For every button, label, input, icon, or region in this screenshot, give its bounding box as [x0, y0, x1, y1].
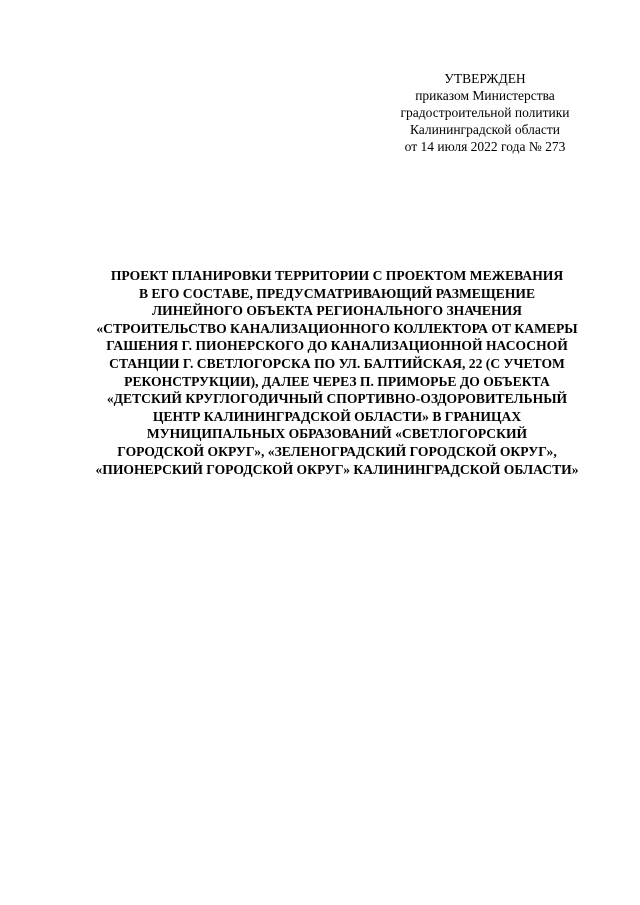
approval-heading: УТВЕРЖДЕН	[444, 71, 526, 86]
title-line: СТАНЦИИ Г. СВЕТЛОГОРСКА ПО УЛ. БАЛТИЙСКАЯ, 22 (С УЧЕТОМ	[109, 355, 565, 371]
approval-line: Калининградской области	[409, 122, 561, 137]
title-line: «ПИОНЕРСКИЙ ГОРОДСКОЙ ОКРУГ» КАЛИНИНГРАДСКОЙ ОБЛАСТИ»	[95, 461, 579, 477]
title-line: МУНИЦИПАЛЬНЫХ ОБРАЗОВАНИЙ «СВЕТЛОГОРСКИЙ	[146, 426, 528, 442]
title-line: «ДЕТСКИЙ КРУГЛОГОДИЧНЫЙ СПОРТИВНО-ОЗДОРОВИТЕЛЬНЫЙ	[106, 391, 568, 407]
approval-stamp	[360, 70, 610, 155]
title-line: ГОРОДСКОЙ ОКРУГ», «ЗЕЛЕНОГРАДСКИЙ ГОРОДСКОЙ ОКРУГ»,	[117, 443, 557, 459]
approval-date-line: от 14 июля 2022 года № 273	[404, 139, 566, 154]
title-line: ПРОЕКТ ПЛАНИРОВКИ ТЕРРИТОРИИ С ПРОЕКТОМ МЕЖЕВАНИЯ	[110, 268, 564, 283]
document-title	[50, 267, 624, 478]
title-line: ЛИНЕЙНОГО ОБЪЕКТА РЕГИОНАЛЬНОГО ЗНАЧЕНИЯ	[152, 303, 522, 319]
title-line: «СТРОИТЕЛЬСТВО КАНАЛИЗАЦИОННОГО КОЛЛЕКТОРА ОТ КАМЕРЫ	[96, 320, 578, 336]
title-line: В ЕГО СОСТАВЕ, ПРЕДУСМАТРИВАЮЩИЙ РАЗМЕЩЕНИЕ	[138, 285, 536, 301]
approval-line: градостроительной политики	[400, 105, 570, 120]
title-line: РЕКОНСТРУКЦИИ), ДАЛЕЕ ЧЕРЕЗ П. ПРИМОРЬЕ ДО ОБЪЕКТА	[124, 373, 550, 389]
title-line: ГАШЕНИЯ Г. ПИОНЕРСКОГО ДО КАНАЛИЗАЦИОННОЙ НАСОСНОЙ	[106, 338, 568, 354]
approval-line: приказом Министерства	[415, 88, 555, 103]
title-line: ЦЕНТР КАЛИНИНГРАДСКОЙ ОБЛАСТИ» В ГРАНИЦАХ	[152, 408, 522, 424]
